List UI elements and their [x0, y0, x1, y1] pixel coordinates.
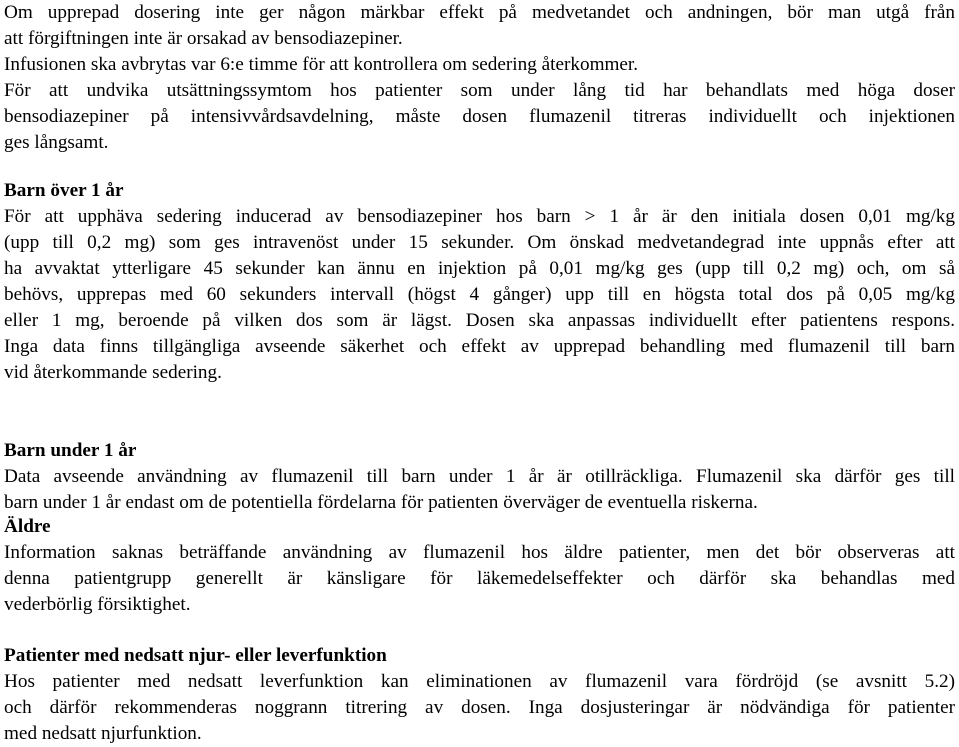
- intro-line-3: Infusionen ska avbrytas var 6:e timme för att kontrollera om sedering återkommer.: [4, 54, 639, 75]
- intro-line-5: bensodiazepiner på intensivvårdsavdelning, måste dosen flumazenil titreras individuellt och injektionen: [4, 106, 955, 127]
- intro-line-6: ges långsamt.: [4, 132, 109, 153]
- heading-elderly: Äldre: [4, 516, 51, 537]
- children-over-1-line: (upp till 0,2 mg) som ges intravenöst under 15 sekunder. Om önskad medvetandegrad inte uppnås efter att: [4, 232, 955, 253]
- elderly-line: Information saknas beträffande användning av flumazenil hos äldre patienter, men det bör observeras att: [4, 542, 955, 563]
- heading-children-under-1: Barn under 1 år: [4, 440, 137, 461]
- children-over-1-line: vid återkommande sedering.: [4, 362, 222, 383]
- renal-hepatic-line: och därför rekommenderas noggrann titrering av dosen. Inga dosjusteringar är nödvändiga för patienter: [4, 697, 955, 718]
- intro-line-1: Om upprepad dosering inte ger någon märkbar effekt på medvetandet och andningen, bör man utgå från: [4, 2, 955, 23]
- renal-hepatic-line: med nedsatt njurfunktion.: [4, 723, 202, 744]
- section-renal-hepatic: [4, 643, 955, 747]
- section-elderly: [4, 514, 955, 618]
- children-over-1-line: Inga data finns tillgängliga avseende säkerhet och effekt av upprepad behandling med flumazenil till barn: [4, 336, 955, 357]
- children-over-1-line: För att upphäva sedering inducerad av bensodiazepiner hos barn > 1 år är den initiala dosen 0,01 mg/kg: [4, 206, 955, 227]
- children-over-1-line: eller 1 mg, beroende på vilken dos som är lägst. Dosen ska anpassas individuellt efter patientens respons.: [4, 310, 955, 331]
- intro-section: [4, 0, 955, 156]
- intro-line-2: att förgiftningen inte är orsakad av bensodiazepiner.: [4, 28, 403, 49]
- elderly-line: denna patientgrupp generellt är känsligare för läkemedelseffekter och därför ska behandlas med: [4, 568, 955, 589]
- elderly-line: vederbörlig försiktighet.: [4, 594, 191, 615]
- heading-renal-hepatic: Patienter med nedsatt njur- eller leverfunktion: [4, 645, 387, 666]
- children-over-1-line: ha avvaktat ytterligare 45 sekunder kan ännu en injektion på 0,01 mg/kg ges (upp till 0,2 mg) och, om så: [4, 258, 955, 279]
- section-children-over-1: [4, 178, 955, 386]
- renal-hepatic-line: Hos patienter med nedsatt leverfunktion kan eliminationen av flumazenil vara fördröjd (se avsnitt 5.2): [4, 671, 955, 692]
- children-under-1-line: barn under 1 år endast om de potentiella fördelarna för patienten överväger de eventuella riskerna.: [4, 492, 758, 513]
- heading-children-over-1: Barn över 1 år: [4, 180, 124, 201]
- children-over-1-line: behövs, upprepas med 60 sekunders intervall (högst 4 gånger) upp till en högsta total dos på 0,05 mg/kg: [4, 284, 955, 305]
- intro-line-4: För att undvika utsättningssymtom hos patienter som under lång tid har behandlats med höga doser: [4, 80, 955, 101]
- children-under-1-line: Data avseende användning av flumazenil till barn under 1 år är otillräckliga. Flumazenil ska därför ges till: [4, 466, 955, 487]
- section-children-under-1: [4, 438, 955, 516]
